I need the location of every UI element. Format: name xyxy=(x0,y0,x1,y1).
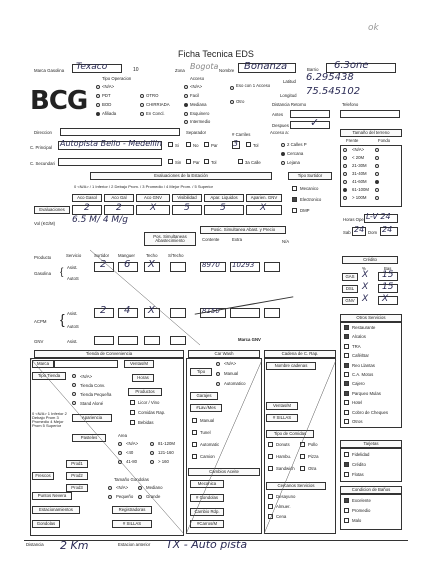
eval-value: X xyxy=(260,203,267,213)
opt-label: Hambu. xyxy=(276,454,292,459)
tipo-comidas-label: Tipo de Comidas xyxy=(266,430,314,438)
pasteles-label: Pasteles xyxy=(72,434,106,442)
pos-simultaneas-header: Pos. Simultaneas Abastecimiento xyxy=(144,232,196,246)
telefono-label: Telefono xyxy=(342,102,359,107)
opt-label: Cercana xyxy=(287,151,304,156)
contente-header: Contente xyxy=(202,237,220,242)
opt-label: Almuer. xyxy=(276,504,291,509)
sab-value: 24 xyxy=(354,225,365,234)
carriles-label: # Carriles xyxy=(232,132,251,137)
corner-note: ok xyxy=(368,23,379,33)
horas-lv-value: L-V 24 xyxy=(366,212,391,221)
opt-label: > 160 xyxy=(158,459,169,464)
apariencia-label: Apariencia xyxy=(72,414,112,422)
opt-label: Sandwich xyxy=(276,466,295,471)
c-secundari-label: C. Secundari xyxy=(30,161,55,166)
opt-label: 61-100M xyxy=(352,187,369,192)
prod1-label: Prod1 xyxy=(66,460,88,468)
col-servicio: Servicio xyxy=(66,253,82,258)
barrio-value: 6.3one xyxy=(334,60,369,71)
opt-label: Tol xyxy=(253,143,259,148)
marca-gnv-label: Marca GNV xyxy=(238,337,261,342)
opt-label: OTRO xyxy=(146,93,159,98)
contente-value: 8150 xyxy=(202,307,220,315)
estacionamientos-label: Estacionamientos xyxy=(32,506,80,514)
opt-label: <N/A> xyxy=(126,441,139,446)
acceso-a-label: Acceso a: xyxy=(270,130,289,135)
area-label: Area xyxy=(118,433,128,438)
scale-note: 0 <N/A> / 1 Inferior / 2 Debajo Prom. / 3 Promedio / 4 Mejor Prom. / 5 Superior xyxy=(74,184,213,189)
cw-gondolas-label: # Gondolas xyxy=(190,494,224,502)
opt-label: Mediano xyxy=(146,485,163,490)
distancia-label: Distancia Retorno xyxy=(272,102,307,107)
tienda-ventas-label: Ventas/M xyxy=(124,360,154,368)
opt-label: 41-80 xyxy=(126,459,137,464)
servicio-autos: AutoS xyxy=(67,276,79,281)
opt-label: Tol xyxy=(211,160,217,165)
latitud-value: 6.295438 xyxy=(306,72,354,83)
list-item-label: C.A. Motos xyxy=(352,372,374,377)
surtidor-value: 2 xyxy=(100,305,107,316)
opt-label: Par xyxy=(211,143,218,148)
servicio-asist: Asist. xyxy=(67,265,78,270)
tienda-tipo-label: Tipo Tienda xyxy=(32,372,66,380)
carriles-value: 3 xyxy=(233,139,239,148)
opt-label: Par xyxy=(193,160,200,165)
list-item-label: Café/Bar xyxy=(352,353,369,359)
tipo-operacion-label: Tipo Operacion xyxy=(102,76,132,81)
opt-label: 81-120M xyxy=(158,441,175,446)
list-item-label: Reo Llantas xyxy=(352,362,375,368)
opt-label: Mediana xyxy=(190,102,207,107)
dom-value: 24 xyxy=(382,225,393,234)
carros-label: #Carros/M xyxy=(190,520,224,528)
credito-header: Crédito xyxy=(342,256,398,264)
opt-label: Desayuno xyxy=(276,494,296,499)
servicio-asist: Asist. xyxy=(67,339,78,344)
horas-oper-label: Horas Oper xyxy=(343,217,366,222)
estacion-value: TX - Auto pista xyxy=(166,538,248,551)
cambios-header: Cambios Aceite xyxy=(188,468,260,476)
opt-label: BOD xyxy=(102,102,112,107)
list-item-label: Parqueo Mulas xyxy=(352,390,381,396)
cadena-header: Cadena de C. Rap. xyxy=(264,350,336,358)
garajes-label: Garajes xyxy=(190,392,218,400)
fondo-label: Fondo xyxy=(378,138,391,143)
list-item-label: Cobro de Cheques xyxy=(352,409,389,415)
tienda-marca-label: Marca xyxy=(32,360,54,368)
eval-value: 2 xyxy=(116,203,122,213)
page-title: Ficha Tecnica EDS xyxy=(178,49,254,59)
terreno-header: Tamaño del terreno xyxy=(340,129,402,137)
surtidor-value: 2 xyxy=(100,259,107,270)
opt-label: Pollo xyxy=(308,442,318,447)
opt-label: <40 xyxy=(126,450,134,455)
cercanos-header: Cercanos Servicios xyxy=(266,482,326,490)
credito-col-bas: Bas xyxy=(384,266,392,271)
car-wash-header: Car Wash xyxy=(188,350,260,358)
dom-label: Dom xyxy=(368,230,378,235)
opt-label: DMP xyxy=(300,208,310,213)
registradoras-label: Registradoras xyxy=(112,506,152,514)
check-mark: ✓ xyxy=(310,116,320,129)
opt-label: Bebidas xyxy=(138,420,154,425)
lav-label: #Lav./Mes xyxy=(190,404,222,412)
opt-label: Electronico xyxy=(300,197,322,202)
opt-label: Facil xyxy=(190,93,200,98)
sillas-label: # SILLAS xyxy=(112,520,152,528)
opt-label: <N/A> xyxy=(80,374,93,379)
opt-label: Automatic xyxy=(200,442,220,447)
opt-label: PDT xyxy=(102,93,111,98)
opt-label: Otra xyxy=(308,466,317,471)
opt-label: 2 Calles P xyxy=(287,142,307,147)
latitud-label: Latitud xyxy=(283,79,296,84)
list-item-label: Hotel xyxy=(352,400,363,406)
col-aco-gal: Aco Gal xyxy=(104,194,134,202)
producto-gnv: GNV xyxy=(34,339,44,344)
credito-v2: 15 xyxy=(382,282,394,292)
opt-label: Otro xyxy=(236,99,245,104)
credito-v2: X xyxy=(382,294,389,304)
opt-label: En Concl. xyxy=(146,111,165,116)
opt-label: Donuts xyxy=(276,442,290,447)
c-principal-value: Autopista Bello - Medellin xyxy=(60,139,162,148)
opt-label: Cena xyxy=(276,514,287,519)
distancia-label: Distancia xyxy=(26,542,44,547)
acceso-label: Acceso xyxy=(190,76,205,81)
opt-label: Sin xyxy=(175,160,182,165)
extra-value: 10293 xyxy=(232,261,255,269)
eval-value: 5 xyxy=(184,203,190,213)
prod3-label: Prod3 xyxy=(66,484,88,492)
opt-label: Licor / Vino xyxy=(138,400,160,405)
col-aparien-gnv: Aparien. GNV xyxy=(246,194,282,202)
longitud-value: 75.545102 xyxy=(306,86,361,97)
opt-label: <N/A> xyxy=(116,485,129,490)
frescos-label: Frescos xyxy=(32,472,54,480)
col-s-techo: S/Techo xyxy=(168,253,184,258)
sab-label: Sab xyxy=(343,230,351,235)
opt-label: CHIRRIADA xyxy=(146,102,170,107)
list-item-label: Malo xyxy=(352,518,362,523)
opt-label: Pequeño xyxy=(116,494,134,499)
opt-label: Tienda Pequeña xyxy=(80,392,112,397)
vol-value: 6.5 M/ 4 M/g xyxy=(72,215,128,225)
credito-col-pct: % xyxy=(362,266,366,271)
posic-header: Posic. Simultanea Abast. y Precio xyxy=(200,226,286,234)
cambio-label: Cambio Rdp. xyxy=(190,508,224,516)
opt-label: Comidas Rap. xyxy=(138,410,166,415)
col-manguer: Manguer xyxy=(118,253,135,258)
list-item-label: Flotas xyxy=(352,472,364,477)
separador-label: Separador xyxy=(186,130,207,135)
tienda-horas-label: Horas xyxy=(132,374,154,382)
evaluaciones-row-label: Evaluaciones xyxy=(34,206,70,214)
eval-value: X xyxy=(150,203,157,213)
col-aco-gasol: Aco Gasol xyxy=(72,194,102,202)
credito-v1: X xyxy=(362,282,369,292)
opt-label: <N/A> xyxy=(224,361,237,366)
opt-label: Esquinero xyxy=(190,111,210,116)
gondolas-label: Gondolas xyxy=(32,520,60,528)
tarjetas-header: Tarjetas xyxy=(340,440,402,448)
bcg-logo: BCG xyxy=(30,86,88,116)
opt-label: 41-60M xyxy=(352,179,367,184)
evaluaciones-header: Evaluaciones de la Estación xyxy=(90,172,272,180)
opt-label: 121-160 xyxy=(158,450,174,455)
list-item-label: Crédito xyxy=(352,462,366,467)
list-item-label: Cajero xyxy=(352,381,365,387)
zona-value: Bogota xyxy=(190,62,219,71)
prod2-label: Prod2 xyxy=(66,472,88,480)
opt-label: Eso con 1 Acceso xyxy=(236,83,271,88)
antes-label: Antes xyxy=(272,112,283,117)
productos-label: Productos xyxy=(128,388,162,396)
col-visibilidad: Visibilidad xyxy=(172,194,202,202)
nombre-value: Bonanza xyxy=(244,61,288,72)
eval-value: 5 xyxy=(220,203,226,213)
opt-label: < 20M xyxy=(352,155,365,160)
cadena-sillas-label: # SILLAS xyxy=(266,414,298,422)
eval-value: 2 xyxy=(84,203,90,213)
list-item-label: Restaurante xyxy=(352,325,376,330)
servicio-asist: Asist. xyxy=(67,311,78,316)
zona-label: Zona xyxy=(175,68,185,73)
tipo-surtidor-header: Tipo Surtidor xyxy=(288,172,332,180)
opt-label: Manual xyxy=(200,418,215,423)
credito-row-label: GAS xyxy=(342,273,358,281)
opt-label: Afiliada xyxy=(102,111,117,116)
nivel-label: 0 <N/A> 1 Inferior 2 Debajo Prom 3 Promedio 4 Mejor Prom 5 Superior xyxy=(32,411,67,428)
opt-label: Mecanico xyxy=(300,186,319,191)
manguer-value: 6 xyxy=(124,259,131,270)
distancia-value: 2 Km xyxy=(60,539,89,552)
contente-value: 8970 xyxy=(202,261,220,269)
col-aco-gnv: Aco GNV xyxy=(136,194,170,202)
list-item-label: Fidelidad xyxy=(352,452,370,457)
opt-label: Pizza xyxy=(308,454,319,459)
list-item-label: Excelente xyxy=(352,498,371,503)
opt-label: Camion xyxy=(200,454,215,459)
opt-label: <N/A> xyxy=(102,84,115,89)
opt-label: Automatico xyxy=(224,381,246,386)
mecanica-label: Mecanica xyxy=(190,480,224,488)
extra-header: Extra xyxy=(232,237,243,242)
opt-label: <N/A> xyxy=(352,147,365,152)
tienda-header: Tienda de Conveniencia xyxy=(34,350,184,358)
cadena-ventas-label: Ventas/M xyxy=(266,402,298,410)
col-techo: Techo xyxy=(146,253,158,258)
nombre-label: Nombre xyxy=(219,68,235,73)
opt-label: > 100M xyxy=(352,195,367,200)
col-apar-liquidos: Apar. Liquidos xyxy=(204,194,244,202)
opt-label: Manual xyxy=(224,371,239,376)
opt-label: 31-40M xyxy=(352,171,367,176)
list-item-label: Promedio xyxy=(352,508,371,513)
frente-label: Frente xyxy=(346,138,359,143)
col-producto: Producto xyxy=(34,255,52,260)
marca-value: Texaco xyxy=(76,62,108,72)
barrio-label: Barrio xyxy=(307,67,319,72)
manguer-value: 4 xyxy=(124,305,131,316)
opt-label: <N/A> xyxy=(190,84,203,89)
opt-label: Intermedio xyxy=(190,119,211,124)
tamano-label: Tamaño Gondolas xyxy=(114,477,149,482)
credito-v1: X xyxy=(362,294,369,304)
otros-servicios-header: Otros Servicios xyxy=(340,314,402,322)
c-principal-label: C. Principal xyxy=(30,145,52,150)
id-value: 10 xyxy=(133,67,139,73)
servicio-autos: AutoS xyxy=(67,324,79,329)
producto-gasolina: Gasolina xyxy=(34,271,51,276)
opt-label: 3a Calle xyxy=(245,160,261,165)
credito-v1: X xyxy=(362,270,369,280)
opt-label: Tunel xyxy=(200,430,211,435)
col-surtidor: Surtidor xyxy=(94,253,110,258)
marca-label: Marca Gasolina xyxy=(34,68,65,73)
direccion-label: Direccion xyxy=(34,130,52,135)
cw-tipo-label: Tipo xyxy=(190,368,212,376)
brace: { xyxy=(60,267,64,278)
opt-label: Stand Aloné xyxy=(80,401,104,406)
opt-label: No xyxy=(193,143,199,148)
opt-label: Tienda Conv. xyxy=(80,383,106,388)
list-item-label: Alcalos xyxy=(352,334,366,340)
puntos-label: Puntos Nevera xyxy=(32,492,72,500)
opt-label: Lejana xyxy=(287,160,300,165)
credito-row-label: DSL xyxy=(342,285,358,293)
techo-value: X xyxy=(148,305,155,316)
nombre-cadenas-label: Nombre cadenas xyxy=(266,362,316,370)
despues-label: Despues xyxy=(272,123,289,128)
opt-label: Si xyxy=(175,143,179,148)
brace: { xyxy=(60,311,65,327)
opt-label: Grande xyxy=(146,494,161,499)
techo-value: X xyxy=(148,259,155,270)
longitud-label: Longitud xyxy=(280,93,297,98)
producto-acpm: ACPM xyxy=(34,319,47,324)
banos-header: Condicion de Baños xyxy=(340,486,402,494)
credito-row-label: GNV xyxy=(342,297,358,305)
credito-v2: 15 xyxy=(382,270,394,280)
vol-label: Vol (KG/M) xyxy=(34,221,56,226)
list-item-label: Otros xyxy=(352,419,363,424)
na-header: N/A xyxy=(282,239,290,244)
opt-label: 21-30M xyxy=(352,163,367,168)
list-item-label: TRA xyxy=(352,343,361,349)
estacion-label: Estacion anterior xyxy=(118,542,151,547)
